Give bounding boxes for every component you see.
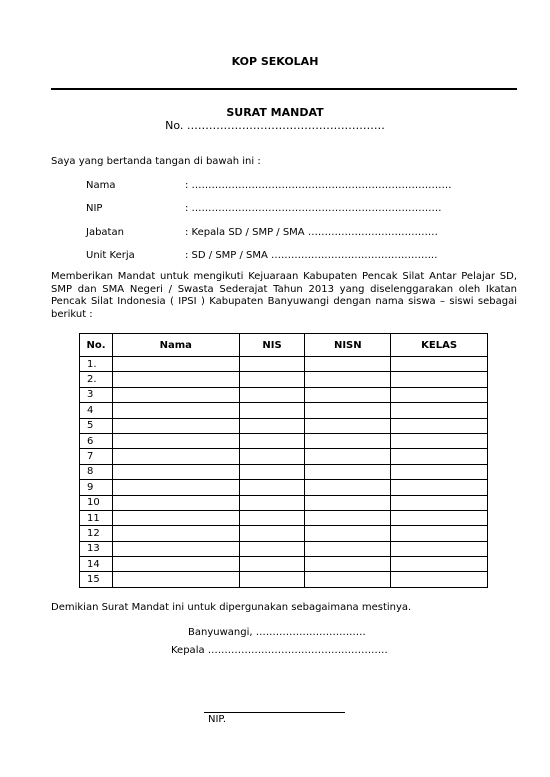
cell-kelas [391, 418, 488, 433]
cell-kelas [391, 387, 488, 402]
table-row [80, 526, 488, 541]
cell-nama [112, 541, 239, 556]
table-row [80, 403, 488, 418]
cell-nis [239, 403, 305, 418]
cell-nis [239, 572, 305, 587]
cell-nis [239, 387, 305, 402]
table-row [80, 557, 488, 572]
field-label-nip: NIP [86, 203, 103, 214]
letterhead: KOP SEKOLAH [231, 55, 319, 68]
cell-nis [239, 557, 305, 572]
cell-nis [239, 357, 305, 372]
cell-nama [112, 480, 239, 495]
field-value-nama: : …………………………………………………………………… [185, 180, 452, 191]
table-row [80, 464, 488, 479]
table-row [80, 541, 488, 556]
cell-nis [239, 418, 305, 433]
cell-nama [112, 418, 239, 433]
cell-nama [112, 526, 239, 541]
table-row [80, 572, 488, 587]
letter-number: No. ……………………………………………… [165, 119, 385, 132]
cell-kelas [391, 526, 488, 541]
cell-no: 13 [80, 541, 113, 556]
cell-nisn [305, 495, 391, 510]
cell-nama [112, 510, 239, 525]
field-value-nip: : ………………………………………………………………… [185, 203, 442, 214]
cell-nama [112, 464, 239, 479]
cell-no: 3 [80, 387, 113, 402]
cell-no: 8 [80, 464, 113, 479]
cell-no: 11 [80, 510, 113, 525]
table-row [80, 372, 488, 387]
cell-kelas [391, 372, 488, 387]
cell-no: 2. [80, 372, 113, 387]
table-row [80, 387, 488, 402]
cell-nama [112, 449, 239, 464]
cell-nis [239, 541, 305, 556]
cell-kelas [391, 433, 488, 448]
cell-nisn [305, 433, 391, 448]
signature-line [204, 712, 345, 713]
cell-nama [112, 557, 239, 572]
mandate-paragraph: Memberikan Mandat untuk mengikuti Kejuaraan Kabupaten Pencak Silat Antar Pelajar SD, SMP dan SMA Negeri / Swasta Sederajat Tahun 2013 yang diselenggarakan oleh Ikatan Pencak Silat Indonesia ( IPSI ) Kabupaten Banyuwangi dengan nama siswa – siswi sebagai berikut : [51, 271, 517, 320]
cell-nisn [305, 418, 391, 433]
cell-kelas [391, 495, 488, 510]
cell-no: 7 [80, 449, 113, 464]
table-row [80, 418, 488, 433]
intro-text: Saya yang bertanda tangan di bawah ini : [51, 156, 261, 167]
cell-nisn [305, 572, 391, 587]
cell-nisn [305, 464, 391, 479]
field-value-jabatan: : Kepala SD / SMP / SMA ………………………………… [185, 227, 438, 238]
cell-nisn [305, 480, 391, 495]
column-header-nama: Nama [112, 334, 239, 357]
cell-nama [112, 572, 239, 587]
cell-kelas [391, 449, 488, 464]
cell-kelas [391, 403, 488, 418]
cell-nis [239, 449, 305, 464]
cell-no: 4 [80, 403, 113, 418]
cell-no: 10 [80, 495, 113, 510]
table-header-row [80, 334, 488, 357]
column-header-nis: NIS [239, 334, 305, 357]
cell-nisn [305, 387, 391, 402]
cell-no: 15 [80, 572, 113, 587]
cell-nisn [305, 372, 391, 387]
cell-kelas [391, 480, 488, 495]
cell-kelas [391, 557, 488, 572]
cell-no: 9 [80, 480, 113, 495]
cell-nisn [305, 557, 391, 572]
cell-nama [112, 495, 239, 510]
cell-nisn [305, 510, 391, 525]
place-date: Banyuwangi, …………………………… [188, 627, 366, 638]
cell-no: 1. [80, 357, 113, 372]
student-table [79, 333, 488, 588]
field-label-unit-kerja: Unit Kerja [86, 250, 135, 261]
table-row [80, 495, 488, 510]
table-row [80, 510, 488, 525]
column-header-no: No. [80, 334, 113, 357]
cell-kelas [391, 510, 488, 525]
column-header-kelas: KELAS [391, 334, 488, 357]
cell-no: 5 [80, 418, 113, 433]
cell-nisn [305, 357, 391, 372]
cell-nis [239, 372, 305, 387]
field-label-jabatan: Jabatan [86, 227, 124, 238]
signatory-nip: NIP. [208, 714, 227, 725]
table-row [80, 357, 488, 372]
letterhead-divider [51, 88, 517, 90]
field-value-unit-kerja: : SD / SMP / SMA ………………………………………….. [185, 250, 438, 261]
closing-text: Demikian Surat Mandat ini untuk dipergunakan sebagaimana mestinya. [51, 602, 412, 613]
cell-nama [112, 387, 239, 402]
cell-nis [239, 480, 305, 495]
cell-nama [112, 433, 239, 448]
cell-nis [239, 464, 305, 479]
cell-no: 14 [80, 557, 113, 572]
cell-nama [112, 357, 239, 372]
cell-kelas [391, 464, 488, 479]
table-row [80, 449, 488, 464]
cell-nis [239, 510, 305, 525]
field-label-nama: Nama [86, 180, 116, 191]
cell-no: 6 [80, 433, 113, 448]
cell-nis [239, 433, 305, 448]
cell-kelas [391, 541, 488, 556]
cell-kelas [391, 572, 488, 587]
cell-nisn [305, 541, 391, 556]
signatory-title: Kepala ……………………………………………… [171, 645, 388, 656]
cell-nis [239, 526, 305, 541]
column-header-nisn: NISN [305, 334, 391, 357]
cell-nisn [305, 526, 391, 541]
cell-no: 12 [80, 526, 113, 541]
cell-nama [112, 372, 239, 387]
cell-nisn [305, 403, 391, 418]
table-row [80, 480, 488, 495]
table-row [80, 433, 488, 448]
cell-nisn [305, 449, 391, 464]
letter-title: SURAT MANDAT [226, 106, 324, 119]
cell-kelas [391, 357, 488, 372]
cell-nis [239, 495, 305, 510]
cell-nama [112, 403, 239, 418]
